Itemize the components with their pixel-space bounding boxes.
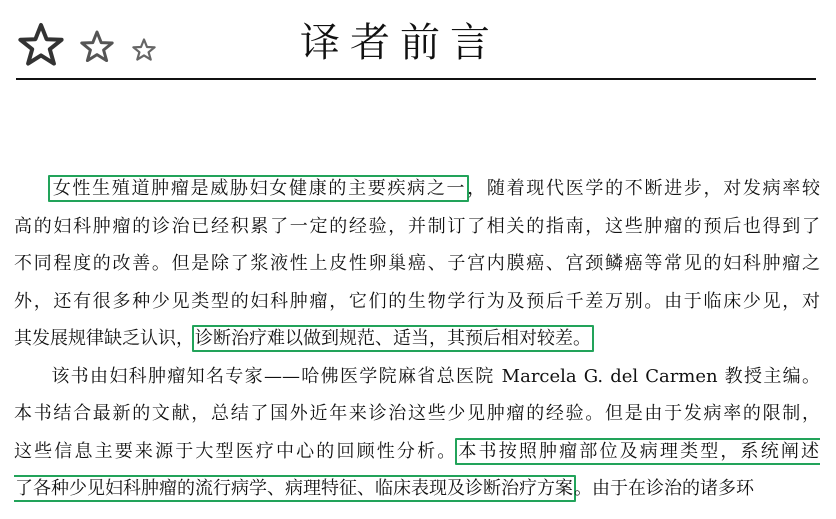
star-small-icon bbox=[132, 38, 156, 61]
highlight-box: 本书按照肿瘤部位及病理类型，系统阐述 bbox=[455, 438, 820, 465]
star-decoration bbox=[18, 22, 168, 72]
text-line bbox=[14, 470, 820, 508]
star-medium-icon bbox=[80, 30, 114, 62]
page-header bbox=[0, 0, 836, 80]
page-title: 译者前言 bbox=[300, 20, 500, 66]
text-segment: 不同程度的改善。但是除了浆液性上皮性卵巢癌、子宫内膜癌、宫颈鳞癌等常见的妇科肿瘤之 bbox=[14, 253, 820, 274]
text-line bbox=[14, 395, 820, 433]
highlight-box: 诊断治疗难以做到规范、适当，其预后相对较差。 bbox=[192, 325, 594, 352]
text-segment: ，随着现代医学的不断进步，对发病率较 bbox=[467, 178, 820, 199]
text-line bbox=[14, 245, 820, 283]
text-line bbox=[14, 433, 820, 471]
text-segment: 这些信息主要来源于大型医疗中心的回顾性分析。 bbox=[14, 440, 458, 462]
text-segment: 本书结合最新的文献，总结了国外近年来诊治这些少见肿瘤的经验。但是由于发病率的限制， bbox=[14, 403, 820, 424]
highlight-box: 了各种少见妇科肿瘤的流行病学、病理特征、临床表现及诊断治疗方案 bbox=[14, 475, 576, 502]
text-line bbox=[14, 283, 820, 321]
highlight-box: 女性生殖道肿瘤是威胁妇女健康的主要疾病之一 bbox=[48, 175, 469, 202]
star-large-icon bbox=[18, 22, 64, 66]
text-segment: 该书由妇科肿瘤知名专家——哈佛医学院麻省总医院 Marcela G. del Carmen 教授主编。 bbox=[50, 365, 820, 387]
preface-body bbox=[14, 170, 820, 508]
text-segment: 其发展规律缺乏认识， bbox=[14, 328, 194, 349]
header-rule bbox=[16, 78, 816, 80]
text-line bbox=[14, 170, 820, 208]
text-line bbox=[14, 320, 820, 358]
text-segment: 。由于在诊治的诸多环 bbox=[574, 478, 754, 499]
text-segment: 外，还有很多种少见类型的妇科肿瘤，它们的生物学行为及预后千差万别。由于临床少见，对 bbox=[14, 290, 820, 312]
text-segment: 高的妇科肿瘤的诊治已经积累了一定的经验，并制订了相关的指南，这些肿瘤的预后也得到了 bbox=[14, 215, 820, 237]
text-line bbox=[14, 358, 820, 396]
text-line bbox=[14, 208, 820, 246]
